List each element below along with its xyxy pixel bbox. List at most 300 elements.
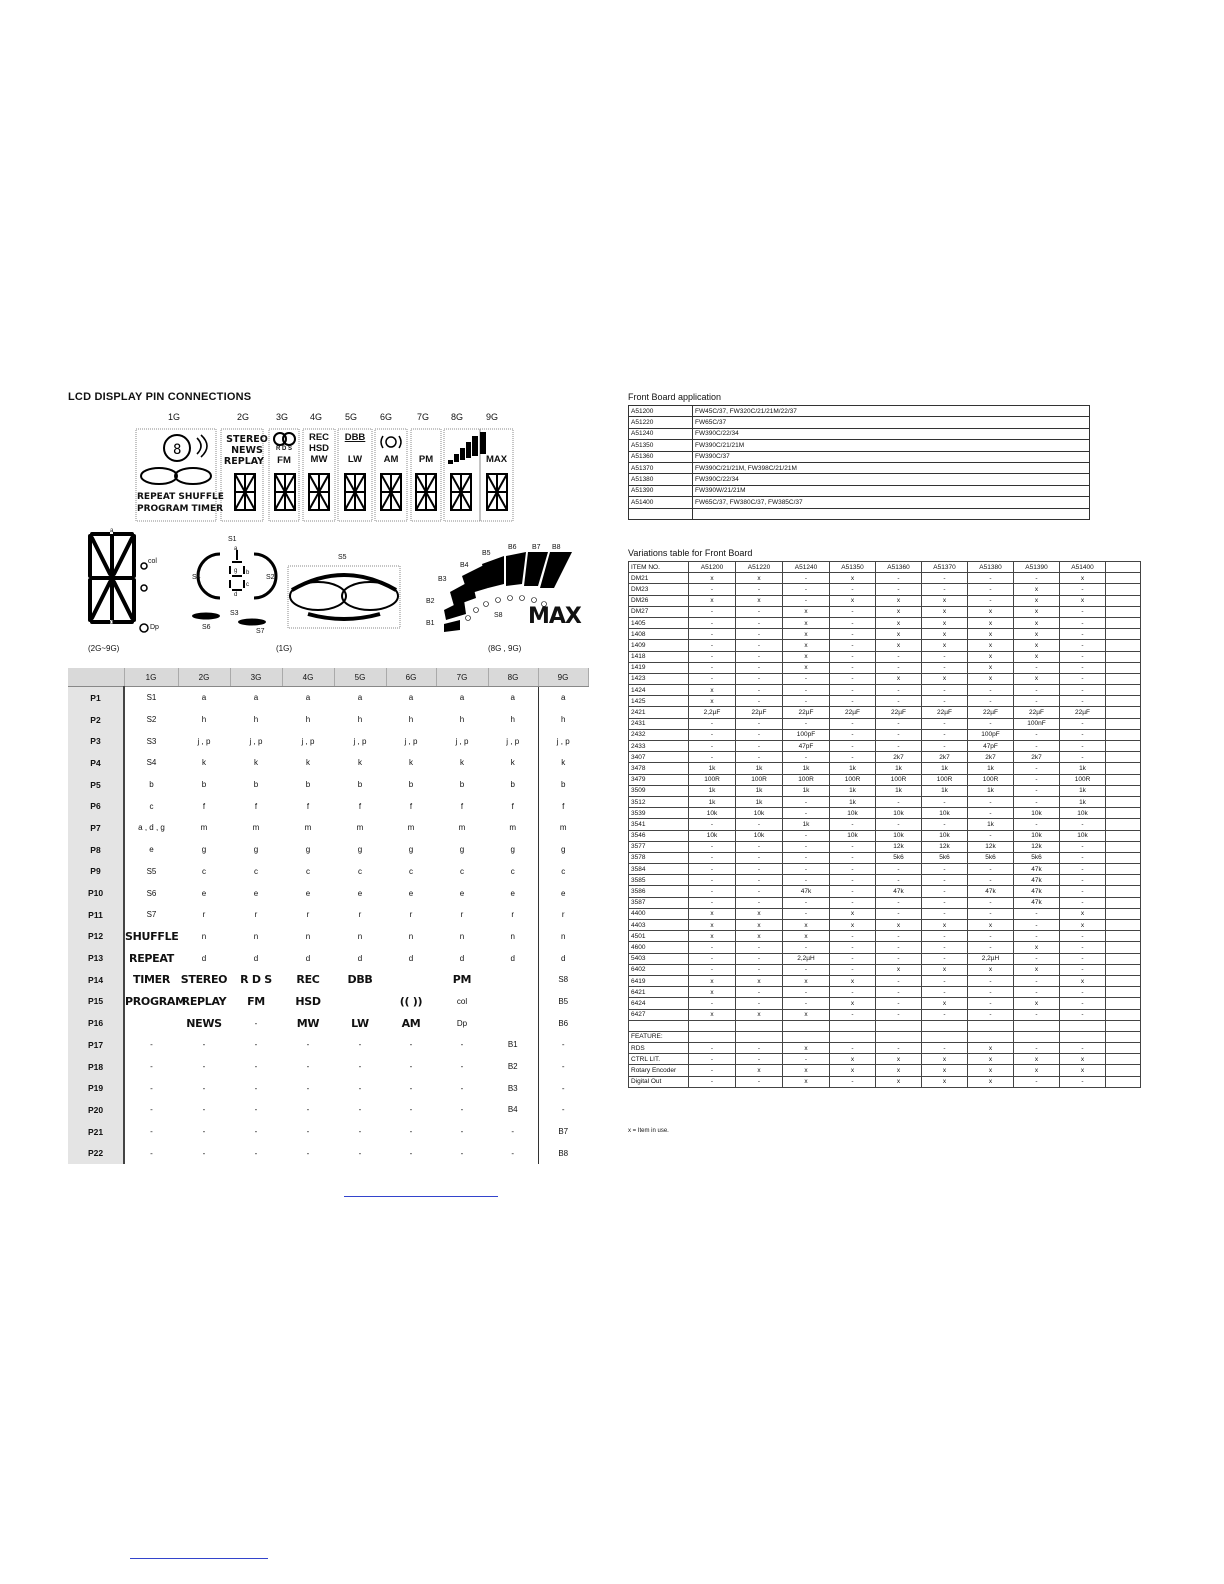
variation-cell: -: [830, 942, 876, 953]
variation-cell: 2k7: [1014, 752, 1060, 763]
variation-cell: -: [1014, 763, 1060, 774]
variation-cell: 100R: [783, 774, 830, 785]
variations-row: [629, 897, 1141, 908]
segment-diagram: [80, 528, 160, 656]
disc-caption: (1G): [276, 644, 292, 653]
pin-number-cell: P7: [68, 817, 124, 839]
item-number-cell: 1418: [629, 651, 689, 662]
variation-cell: [783, 1020, 830, 1031]
variation-cell: -: [736, 606, 783, 617]
pin-segment-cell: f: [254, 801, 258, 811]
s8-label: S8: [494, 612, 503, 619]
variation-cell: -: [736, 875, 783, 886]
variation-cell: -: [1060, 1076, 1106, 1087]
svg-text:8: 8: [173, 442, 182, 458]
pin-segment-cell: S4: [146, 758, 157, 768]
variation-cell: -: [876, 819, 922, 830]
pin-segment-cell: (( )): [399, 994, 423, 1008]
pin-number-cell: P6: [68, 795, 124, 817]
news-indicator: NEWS: [231, 445, 263, 456]
pin-segment-cell: r: [409, 910, 413, 920]
variation-cell: 10k: [1014, 808, 1060, 819]
pin-segment-cell: LW: [351, 1016, 369, 1030]
pin-segment-cell: c: [538, 861, 588, 883]
variation-cell: 22µF: [1014, 707, 1060, 718]
grid-label: 1G: [168, 412, 181, 422]
variation-cell: 10k: [876, 808, 922, 819]
variation-cell: x: [783, 931, 830, 942]
variation-cell: -: [876, 796, 922, 807]
variation-cell: -: [830, 953, 876, 964]
variations-row: [629, 864, 1141, 875]
variations-row: [629, 696, 1141, 707]
board-models-cell: FW390C/37: [693, 451, 1090, 462]
pin-segment-cell: -: [150, 1105, 153, 1115]
variation-cell: [1106, 651, 1141, 662]
variation-cell: -: [1060, 1009, 1106, 1020]
variations-row: [629, 729, 1141, 740]
variation-cell: [1106, 808, 1141, 819]
variation-cell: -: [1060, 1043, 1106, 1054]
variation-cell: 47k: [1014, 875, 1060, 886]
pin-segment-cell: d: [408, 953, 414, 963]
variations-row: [629, 1043, 1141, 1054]
variation-cell: 47k: [876, 886, 922, 897]
pin-segment-cell: n: [408, 931, 414, 941]
variation-cell: x: [783, 617, 830, 628]
pin-segment-cell: STEREO: [180, 973, 228, 987]
item-number-cell: 6427: [629, 1009, 689, 1020]
variation-cell: -: [1060, 729, 1106, 740]
variation-cell: x: [922, 1076, 968, 1087]
pin-segment-cell: h: [253, 715, 259, 725]
variation-cell: 22µF: [922, 707, 968, 718]
disc-seg-c-label: c: [246, 582, 249, 588]
pin-segment-cell: B2: [507, 1062, 518, 1072]
pin-segment-cell: e: [253, 888, 259, 898]
pin-segment-cell: e: [408, 888, 414, 898]
variation-cell: x: [1060, 595, 1106, 606]
pin-number-cell: P13: [68, 947, 124, 969]
pin-segment-cell: j , p: [249, 736, 263, 746]
variations-header-cell: A51400: [1060, 562, 1106, 573]
pin-segment-cell: B1: [507, 1040, 518, 1050]
variation-cell: x: [689, 908, 736, 919]
variation-cell: [1106, 908, 1141, 919]
variation-cell: -: [689, 1054, 736, 1065]
variation-cell: x: [922, 964, 968, 975]
variations-row: [629, 1009, 1141, 1020]
item-number-cell: 1425: [629, 696, 689, 707]
variation-cell: -: [1060, 819, 1106, 830]
pin-segment-cell: -: [358, 1062, 362, 1072]
b2-label: B2: [426, 598, 435, 605]
board-models-cell: FW390C/22/34: [693, 428, 1090, 439]
variation-cell: x: [736, 920, 783, 931]
pin-segment-cell: DBB: [347, 973, 373, 987]
pin-segment-cell: m: [304, 823, 312, 833]
pin-segment-cell: d: [357, 953, 363, 963]
variation-cell: x: [968, 606, 1014, 617]
variations-header-cell: A51370: [922, 562, 968, 573]
variation-cell: [1106, 931, 1141, 942]
item-number-cell: 2431: [629, 718, 689, 729]
item-number-cell: 1405: [629, 617, 689, 628]
pin-segment-cell: -: [254, 1062, 258, 1072]
pin-segment-cell: f: [511, 801, 514, 811]
front-board-title: Front Board application: [628, 392, 722, 402]
hsd-indicator: HSD: [308, 443, 330, 454]
variation-cell: x: [968, 1054, 1014, 1065]
variation-cell: [1106, 741, 1141, 752]
pin-segment-cell: b: [201, 780, 207, 790]
variation-cell: -: [922, 875, 968, 886]
variation-cell: x: [1014, 617, 1060, 628]
variation-cell: x: [876, 640, 922, 651]
variation-cell: 1k: [830, 763, 876, 774]
variations-row: [629, 595, 1141, 606]
variation-cell: x: [1060, 908, 1106, 919]
variation-cell: 1k: [876, 785, 922, 796]
variation-cell: x: [830, 1065, 876, 1076]
variation-cell: x: [830, 908, 876, 919]
item-number-cell: 3578: [629, 852, 689, 863]
variation-cell: -: [1014, 662, 1060, 673]
front-board-row: [629, 508, 1090, 519]
board-models-cell: FW390C/21/21M, FW398C/21/21M: [693, 462, 1090, 473]
variation-cell: x: [876, 964, 922, 975]
variation-cell: 1k: [689, 796, 736, 807]
variation-cell: -: [922, 718, 968, 729]
variation-cell: -: [783, 718, 830, 729]
variation-cell: -: [830, 718, 876, 729]
b4-label: B4: [460, 562, 469, 569]
variation-cell: [1106, 617, 1141, 628]
variation-cell: [922, 1020, 968, 1031]
variation-cell: [1106, 1065, 1141, 1076]
variation-cell: x: [736, 975, 783, 986]
variation-cell: x: [689, 987, 736, 998]
item-number-cell: 3585: [629, 875, 689, 886]
pin-table-row: [68, 1142, 588, 1164]
pin-segment-cell: j , p: [455, 736, 469, 746]
pin-segment-cell: g: [459, 845, 465, 855]
variation-cell: -: [689, 998, 736, 1009]
variation-cell: -: [1060, 741, 1106, 752]
pin-segment-cell: a: [408, 693, 414, 703]
pin-segment-cell: m: [356, 823, 364, 833]
variation-cell: 47k: [1014, 886, 1060, 897]
board-id-cell: [629, 508, 693, 519]
variation-cell: -: [783, 808, 830, 819]
variation-cell: x: [1014, 942, 1060, 953]
pin-segment-cell: -: [409, 1148, 413, 1158]
variation-cell: x: [1060, 920, 1106, 931]
pin-table-row: [68, 687, 588, 709]
variation-cell: 1k: [968, 785, 1014, 796]
variation-cell: [1106, 830, 1141, 841]
variation-cell: [1106, 987, 1141, 998]
variation-cell: -: [783, 864, 830, 875]
variation-cell: 10k: [1060, 808, 1106, 819]
variation-cell: x: [783, 662, 830, 673]
variation-cell: -: [783, 673, 830, 684]
variation-cell: -: [1014, 696, 1060, 707]
variations-header-cell: A51220: [736, 562, 783, 573]
pin-segment-cell: a: [510, 693, 515, 703]
variation-cell: -: [1014, 741, 1060, 752]
variation-cell: -: [783, 573, 830, 584]
variations-row: [629, 785, 1141, 796]
variation-cell: -: [968, 573, 1014, 584]
pin-table-row: [68, 774, 588, 796]
pin-segment-cell: g: [538, 839, 588, 861]
variation-cell: [1106, 953, 1141, 964]
front-board-row: [629, 497, 1090, 508]
pin-header-cell: 6G: [386, 668, 436, 687]
seg-a-label: a: [110, 528, 114, 534]
variation-cell: -: [922, 942, 968, 953]
variation-cell: -: [830, 1043, 876, 1054]
variation-cell: x: [1014, 584, 1060, 595]
variation-cell: 10k: [736, 808, 783, 819]
pin-segment-cell: -: [306, 1148, 310, 1158]
variation-cell: 10k: [830, 830, 876, 841]
pin-segment-cell: k: [254, 758, 258, 768]
variation-cell: [1106, 595, 1141, 606]
pin-segment-cell: n: [305, 931, 311, 941]
variation-cell: -: [968, 908, 1014, 919]
variation-cell: 100pF: [783, 729, 830, 740]
s4-label: S4: [192, 574, 201, 581]
b1-label: B1: [426, 620, 435, 627]
pin-segment-cell: S6: [146, 888, 157, 898]
pin-segment-cell: -: [202, 1040, 206, 1050]
pin-header-cell: 4G: [282, 668, 334, 687]
variation-cell: [1106, 998, 1141, 1009]
variation-cell: 47pF: [968, 741, 1014, 752]
item-number-cell: 1423: [629, 673, 689, 684]
variation-cell: x: [1014, 640, 1060, 651]
variation-cell: -: [968, 864, 1014, 875]
pin-segment-cell: k: [538, 752, 588, 774]
variation-cell: x: [783, 640, 830, 651]
variation-cell: 47k: [1014, 897, 1060, 908]
variation-cell: x: [1014, 964, 1060, 975]
variation-cell: x: [736, 1065, 783, 1076]
pin-segment-cell: d: [459, 953, 465, 963]
item-number-cell: 6419: [629, 975, 689, 986]
variation-cell: x: [689, 685, 736, 696]
pin-segment-cell: h: [201, 715, 207, 725]
variation-cell: -: [968, 718, 1014, 729]
variation-cell: -: [1060, 685, 1106, 696]
variation-cell: [876, 1031, 922, 1042]
variation-cell: [689, 1020, 736, 1031]
variation-cell: -: [922, 987, 968, 998]
variation-cell: 1k: [736, 796, 783, 807]
front-board-row: [629, 462, 1090, 473]
variation-cell: -: [736, 1043, 783, 1054]
pin-segment-cell: B6: [538, 1012, 588, 1034]
variation-cell: -: [1014, 975, 1060, 986]
variation-cell: -: [783, 942, 830, 953]
pin-segment-cell: g: [201, 845, 207, 855]
pin-segment-cell: j , p: [301, 736, 315, 746]
variation-cell: x: [922, 629, 968, 640]
pin-segment-cell: -: [202, 1062, 206, 1072]
variation-cell: -: [830, 651, 876, 662]
front-board-row: [629, 428, 1090, 439]
pin-segment-cell: -: [150, 1127, 153, 1137]
variation-cell: -: [876, 651, 922, 662]
pin-segment-cell: a: [305, 693, 311, 703]
link-underline[interactable]: [344, 1196, 498, 1197]
grid-label: 8G: [451, 412, 464, 422]
variation-cell: x: [783, 1076, 830, 1087]
variations-row: [629, 1020, 1141, 1031]
item-number-cell: 4501: [629, 931, 689, 942]
variation-cell: -: [736, 897, 783, 908]
pin-header-cell: 1G: [124, 668, 178, 687]
pin-segment-cell: a: [357, 693, 363, 703]
pin-segment-cell: e: [510, 888, 515, 898]
variation-cell: -: [736, 729, 783, 740]
pin-segment-cell: -: [306, 1040, 310, 1050]
b3-label: B3: [438, 576, 447, 583]
variation-cell: -: [736, 942, 783, 953]
pin-segment-cell: e: [149, 845, 154, 855]
variation-cell: [1106, 685, 1141, 696]
variation-cell: 10k: [689, 830, 736, 841]
board-id-cell: A51360: [629, 451, 693, 462]
pin-segment-cell: h: [538, 709, 588, 731]
variation-cell: x: [689, 975, 736, 986]
pin-segment-cell: c: [409, 866, 413, 876]
pin-segment-cell: -: [202, 1105, 206, 1115]
variation-cell: [1106, 841, 1141, 852]
variation-cell: -: [1060, 841, 1106, 852]
variation-cell: 1k: [968, 819, 1014, 830]
pin-segment-cell: TIMER: [132, 973, 171, 987]
pin-segment-cell: b: [510, 780, 515, 790]
variation-cell: x: [968, 640, 1014, 651]
pin-segment-cell: REPEAT: [129, 951, 174, 965]
variation-cell: [1106, 942, 1141, 953]
variation-cell: [1106, 1009, 1141, 1020]
variation-cell: 22µF: [783, 707, 830, 718]
pin-segment-cell: c: [202, 866, 206, 876]
pin-segment-cell: a: [538, 687, 588, 709]
variation-cell: -: [968, 808, 1014, 819]
variation-cell: -: [783, 987, 830, 998]
variation-cell: -: [1060, 931, 1106, 942]
pin-segment-cell: -: [202, 1127, 206, 1137]
item-number-cell: 3584: [629, 864, 689, 875]
variation-cell: -: [830, 1009, 876, 1020]
variation-cell: -: [830, 584, 876, 595]
item-number-cell: Digital Out: [629, 1076, 689, 1087]
b7-label: B7: [532, 544, 541, 551]
variation-cell: x: [783, 651, 830, 662]
variation-cell: -: [876, 729, 922, 740]
variation-cell: -: [689, 964, 736, 975]
variation-cell: -: [968, 595, 1014, 606]
variation-cell: 10k: [876, 830, 922, 841]
b5-label: B5: [482, 550, 491, 557]
item-number-cell: 4400: [629, 908, 689, 919]
pin-segment-cell: -: [150, 1083, 153, 1093]
variation-cell: x: [876, 920, 922, 931]
dp-label: Dp: [150, 624, 159, 631]
variations-row: [629, 629, 1141, 640]
grid-label: 3G: [276, 412, 289, 422]
pin-segment-cell: PROGRAM: [125, 994, 186, 1008]
program-timer-indicator: PROGRAM TIMER: [137, 504, 224, 514]
variation-cell: [1106, 673, 1141, 684]
variation-cell: [1106, 606, 1141, 617]
pin-segment-cell: B5: [538, 991, 588, 1013]
variation-cell: 10k: [922, 808, 968, 819]
variation-cell: -: [968, 830, 1014, 841]
variation-cell: x: [736, 595, 783, 606]
pin-table-row: [68, 709, 588, 731]
item-number-cell: 3586: [629, 886, 689, 897]
variation-cell: [1106, 920, 1141, 931]
pin-segment-cell: b: [408, 780, 414, 790]
variation-cell: [736, 1031, 783, 1042]
pin-table-row: [68, 752, 588, 774]
variation-cell: -: [922, 729, 968, 740]
variation-cell: -: [830, 864, 876, 875]
variation-cell: 100R: [736, 774, 783, 785]
pin-segment-cell: b: [149, 780, 154, 790]
pin-segment-cell: f: [409, 801, 413, 811]
pin-number-cell: P14: [68, 969, 124, 991]
pin-segment-cell: b: [305, 780, 311, 790]
pin-segment-cell: AM: [401, 1016, 421, 1030]
s5-label: S5: [338, 554, 347, 561]
variation-cell: [1106, 763, 1141, 774]
pin-segment-cell: -: [150, 1062, 153, 1072]
bottom-link-underline[interactable]: [130, 1558, 268, 1559]
variation-cell: x: [876, 1054, 922, 1065]
s6-label: S6: [202, 624, 211, 631]
variations-row: [629, 584, 1141, 595]
variation-cell: -: [968, 685, 1014, 696]
item-number-cell: 3541: [629, 819, 689, 830]
variation-cell: 2k7: [922, 752, 968, 763]
variation-cell: -: [736, 752, 783, 763]
max-big-label: MAX: [528, 604, 581, 629]
variation-cell: -: [689, 741, 736, 752]
variation-cell: [1106, 1076, 1141, 1087]
pin-table-row: [68, 861, 588, 883]
variation-cell: [1060, 1031, 1106, 1042]
disc-seg-a-label: a: [234, 546, 238, 552]
pin-segment-cell: -: [511, 1127, 515, 1137]
variation-cell: -: [830, 886, 876, 897]
disc-diagram: [188, 536, 408, 656]
variations-header-cell: [1106, 562, 1141, 573]
pin-segment-cell: g: [510, 845, 515, 855]
pin-segment-cell: n: [357, 931, 363, 941]
variation-cell: x: [968, 617, 1014, 628]
variation-cell: x: [1014, 673, 1060, 684]
variations-header-cell: A51380: [968, 562, 1014, 573]
variation-cell: 100R: [876, 774, 922, 785]
pin-table-row: [68, 1034, 588, 1056]
